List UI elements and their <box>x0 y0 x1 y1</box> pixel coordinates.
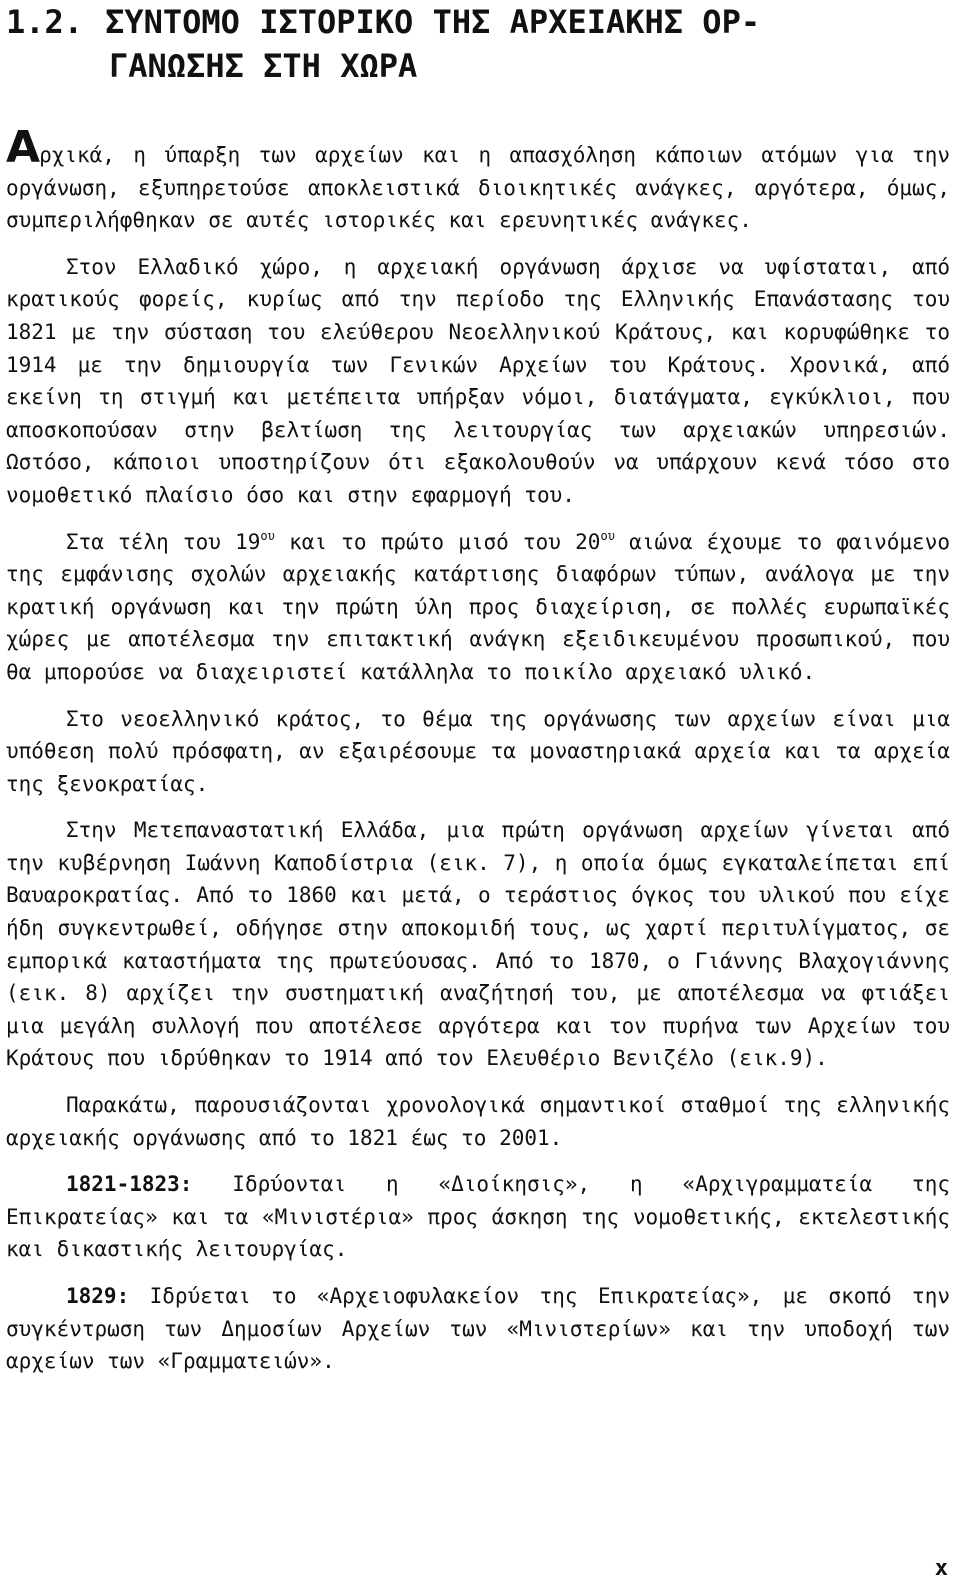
paragraph-post-revolution: Στην Μετεπαναστατική Ελλάδα, μια πρώτη οργάνωση αρχείων γίνεται από την κυβέρνηση Ιωάννη Καποδίστρια (εικ. 7), η οποία όμως εγκαταλείπεται επί Βαυαροκρατίας. Από το 1860 και μετά, ο τεράστιος όγκος του υλικού που είχε ήδη συγκεντρωθεί, οδήγησε στην αποκομιδή τους, ως χαρτί περιτυλίγματος, σε εμπορικά καταστήματα της πρωτεύουσας. Από το 1870, ο Γιάννης Βλαχογιάννης (εικ. 8) αρχίζει την συστηματική αναζήτησή του, με αποτέλεσμα να φτιάξει μια μεγάλη συλλογή που αποτέλεσε αργότερα και τον πυρήνα των Αρχείων του Κράτους που ιδρύθηκαν το 1914 από τον Ελευθέριο Βενιζέλο (εικ.9). <box>6 818 950 1071</box>
section-number: 1.2. <box>6 3 84 41</box>
paragraph-intro <box>6 122 950 237</box>
p3-part-b: και το πρώτο μισό του 20 <box>274 529 601 554</box>
paragraph-greek-space: Στον Ελλαδικό χώρο, η αρχειακή οργάνωση άρχισε να υφίσταται, από κρατικούς φορείς, κυρίως από την περίοδο της Ελληνικής Επανάστασης του 1821 με την σύσταση του ελεύθερου Νεοελληνικού Κράτους, και κορυφώθηκε το 1914 με την δημιουργία των Γενικών Αρχείων του Κράτους. Χρονικά, από εκείνη τη στιγμή και μετέπειτα υπήρξαν νόμοι, διατάγματα, εγκύκλιοι, που αποσκοπούσαν στην βελτίωση της λειτουργίας των αρχειακών υπηρεσιών. Ωστόσο, κάποιοι υποστηρίζουν ότι εξακολουθούν να υπάρχουν κενά τόσο στο νομοθετικό πλαίσιο όσο και στην εφαρμογή του. <box>6 254 950 507</box>
timeline-entry <box>6 1280 950 1378</box>
p3-superscript-1: ου <box>260 528 275 543</box>
p3-part-a: Στα τέλη του 19 <box>66 529 261 554</box>
p3-superscript-2: ου <box>600 528 615 543</box>
page-number: x <box>934 1556 948 1581</box>
paragraph-intro-text: ρχικά, η ύπαρξη των αρχείων και η απασχόληση κάποιων ατόμων για την οργάνωση, εξυπηρετούσε αποκλειστικά διοικητικές ανάγκες, αργότερα, όμως, συμπεριλήφθηκαν σε αυτές ιστορικές και ερευνητικές ανάγκες. <box>6 143 950 233</box>
p3-part-c: αιώνα έχουμε το φαινόμενο της εμφάνισης σχολών αρχειακής κατάρτισης διαφόρων τύπων, ανάλογα με την κρατική οργάνωση και την πρώτη ύλη προς διαχείριση, σε πολλές ευρωπαϊκές χώρες με αποτέλεσμα την επιτακτική ανάγκη εξειδικευμένου προσωπικού, που θα μπορούσε να διαχειριστεί κατάλληλα το ποικίλο αρχειακό υλικό. <box>6 529 950 684</box>
timeline-text: Ιδρύονται η «Διοίκησις», η «Αρχιγραμματεία της Επικρατείας» και τα «Μινιστέρια» προς άσκηση της νομοθετικής, εκτελεστικής και δικαστικής λειτουργίας. <box>6 1172 950 1262</box>
paragraph-modern-state: Στο νεοελληνικό κράτος, το θέμα της οργάνωσης των αρχείων είναι μια υπόθεση πολύ πρόσφατη, αν εξαιρέσουμε τα μοναστηριακά αρχεία και τα αρχεία της ξενοκρατίας. <box>6 706 950 796</box>
drop-cap: Α <box>6 122 40 173</box>
timeline-text: Ιδρύεται το «Αρχειοφυλακείον της Επικρατείας», με σκοπό την συγκέντρωση των Δημοσίων Αρχείων των «Μινιστερίων» και την υποδοχή των αρχείων των «Γραμματειών». <box>6 1284 950 1374</box>
heading-line-2: ΓΑΝΩΣΗΣ ΣΤΗ ΧΩΡΑ <box>109 47 418 85</box>
timeline-year: 1829: <box>66 1284 130 1308</box>
heading-line-1: ΣΥΝΤΟΜΟ ΙΣΤΟΡΙΚΟ ΤΗΣ ΑΡΧΕΙΑΚΗΣ ΟΡ- <box>105 3 761 41</box>
document-page <box>6 0 950 1378</box>
paragraph-timeline-intro: Παρακάτω, παρουσιάζονται χρονολογικά σημαντικοί σταθμοί της ελληνικής αρχειακής οργάνωσης από το 1821 έως το 2001. <box>6 1093 950 1150</box>
paragraph-19th-century <box>6 526 950 689</box>
timeline-year: 1821-1823: <box>66 1172 193 1197</box>
timeline-entry <box>6 1168 950 1266</box>
section-heading <box>6 0 950 88</box>
